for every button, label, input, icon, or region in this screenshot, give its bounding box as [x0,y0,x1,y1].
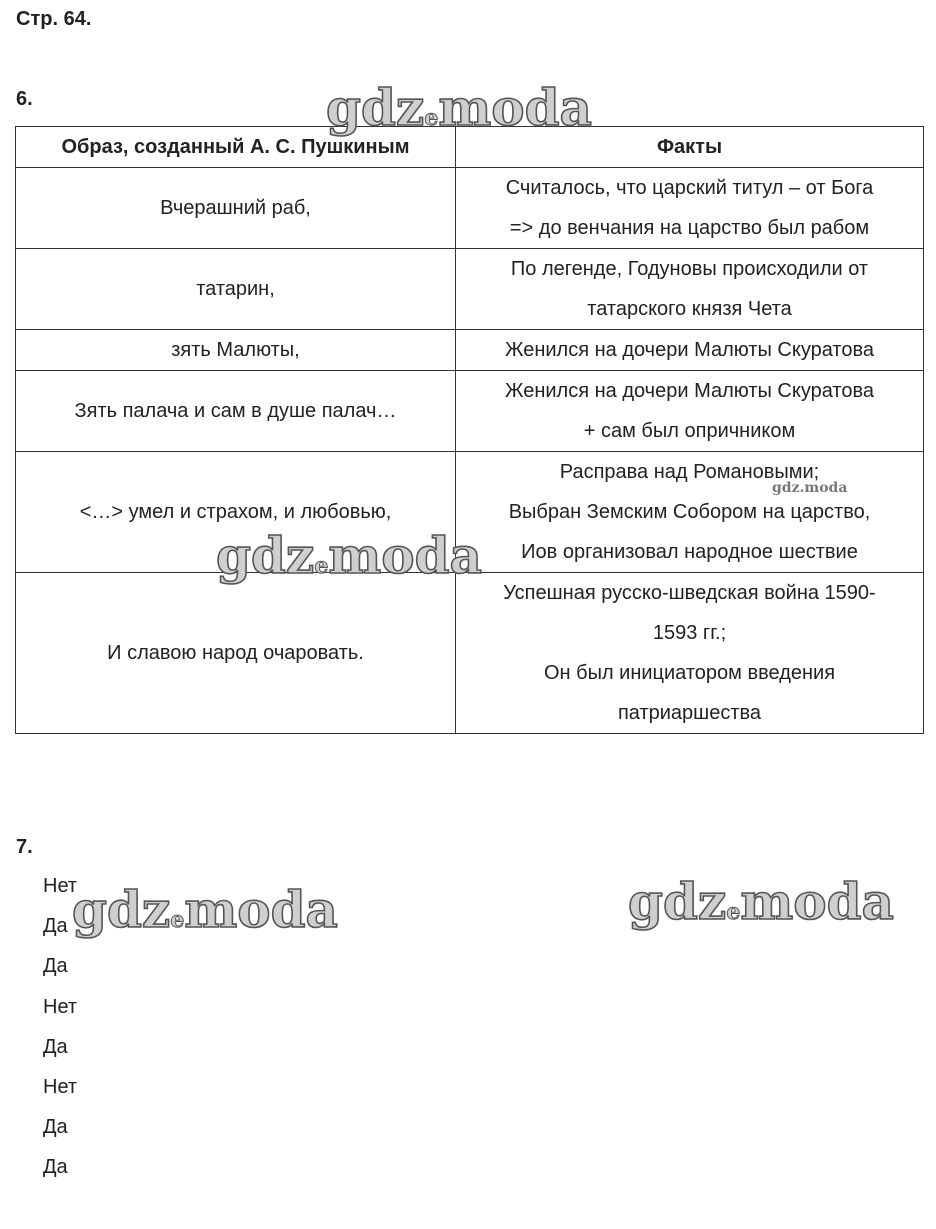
table-row [16,573,924,734]
image-cell: Вчерашний раб, [16,168,456,249]
fact-line: => до венчания на царство был рабом [509,217,870,239]
fact-line: Расправа над Романовыми; [559,461,820,483]
image-cell: зять Малюты, [16,330,456,371]
task-7-number: 7. [16,836,33,858]
answer-item: Да [43,1156,68,1179]
fact-line: Женился на дочери Малюты Скуратова [504,380,874,402]
watermark-logo: gdzemoda [326,78,592,137]
header-image: Образ, созданный А. С. Пушкиным [16,127,456,168]
facts-cell [456,330,924,371]
image-cell: Зять палача и сам в душе палач… [16,371,456,452]
table-row [16,168,924,249]
fact-line: Успешная русско-шведская война 1590- [503,582,876,604]
watermark-logo: gdzemoda [216,526,482,585]
answer-item: Нет [43,995,78,1018]
facts-cell [456,371,924,452]
answer-item: Нет [43,1076,78,1099]
table-row [16,249,924,330]
facts-cell [456,452,924,573]
task-6-table [15,126,924,734]
table-row [16,330,924,371]
facts-cell [456,249,924,330]
fact-line: патриаршества [617,702,762,724]
facts-cell [456,573,924,734]
answer-item: Нет [43,875,78,897]
image-cell: И славою народ очаровать. [16,573,456,734]
header-facts: Факты [456,127,924,168]
table-row [16,371,924,452]
watermark-small-logo: gdz.moda [772,480,848,496]
fact-line: 1593 гг.; [652,622,727,644]
facts-cell [456,168,924,249]
fact-line: + сам был опричником [583,420,796,442]
fact-line: По легенде, Годуновы происходили от [510,258,869,280]
image-cell: <…> умел и страхом, и любовью, [16,452,456,573]
answer-item: Да [43,1116,68,1139]
task-6-number: 6. [16,88,33,110]
table-row [16,452,924,573]
watermark-logo: gdzemoda [628,872,894,931]
answer-item: Да [43,955,68,978]
watermark-logo: gdzemoda [72,880,338,939]
answer-item: Да [43,1035,68,1058]
page-title: Стр. 64. [16,8,92,30]
fact-line: Женился на дочери Малюты Скуратова [504,339,874,361]
fact-line: Он был инициатором введения [543,662,836,684]
task-7-answers [43,866,77,1188]
answer-item: Да [43,915,68,938]
fact-line: Считалось, что царский титул – от Бога [505,177,874,199]
fact-line: Иов организовал народное шествие [521,541,858,563]
table-header-row [16,127,924,168]
image-cell: татарин, [16,249,456,330]
fact-line: татарского князя Чета [587,298,792,320]
fact-line: Выбран Земским Собором на царство, [508,501,871,523]
